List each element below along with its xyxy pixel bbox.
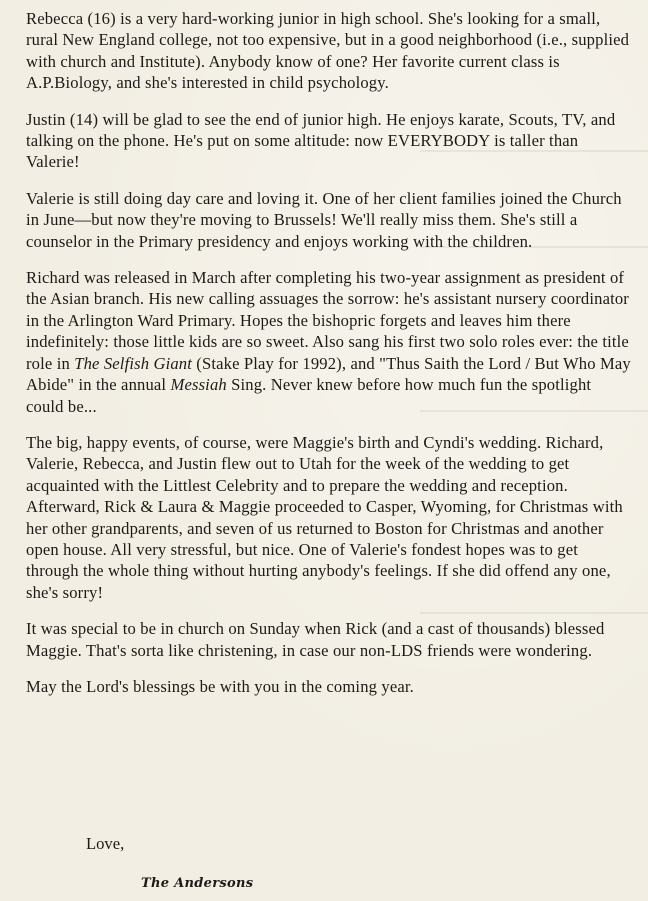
letter-body <box>26 8 632 712</box>
oratorio-title: Messiah <box>170 375 227 395</box>
paragraph-richard-text-a: Richard was released in March after completing his two-year assignment as president of the Asian branch. His new calling assuages the sorrow: he's assistant nursery coordinator in the Arlington Ward Primary. Hopes the bishopric forgets and leaves him there indefinitely: those little kids are so sweet. Also sang his first two solo roles ever: the title role in <box>26 268 629 373</box>
paragraph-richard-text-c: Sing. Never knew before how much fun the spotlight could be... <box>26 375 592 416</box>
closing-line: Love, <box>86 834 125 853</box>
paragraph-justin: Justin (14) will be glad to see the end of junior high. He enjoys karate, Scouts, TV, and talking on the phone. He's put on some altitude: now EVERYBODY is taller than Valerie! <box>26 109 616 172</box>
paragraph-richard <box>26 267 632 417</box>
paragraph-richard-text-b: (Stake Play for 1992), and "Thus Saith the Lord / But Who May Abide" in the annual <box>26 353 631 395</box>
paragraph-valerie: Valerie is still doing day care and loving it. One of her client families joined the Church in June—but now they're moving to Brussels! We'll really miss them. She's still a counselor in the Primary presidency and enjoys working with the children. <box>26 188 622 251</box>
paragraph-rebecca: Rebecca (16) is a very hard-working junior in high school. She's looking for a small, rural New England college, not too expensive, but in a good neighborhood (i.e., supplied with church and Institute). Anybody know of one? Her favorite current class is A.P.Biology, and she's interested in child psychology. <box>26 9 630 93</box>
paragraph-greeting: May the Lord's blessings be with you in the coming year. <box>26 676 414 696</box>
signature: The Andersons <box>141 876 254 891</box>
paragraph-blessing: It was special to be in church on Sunday when Rick (and a cast of thousands) blessed Maggie. That's sorta like christening, in case our non-LDS friends were wondering. <box>26 619 605 660</box>
paragraph-big-events: The big, happy events, of course, were Maggie's birth and Cyndi's wedding. Richard, Valerie, Rebecca, and Justin flew out to Utah for the week of the wedding to get acquainted with the Littlest Celebrity and to prepare the wedding and reception. Afterward, Rick & Laura & Maggie proceeded to Casper, Wyoming, for Christmas with her other grandparents, and seven of us returned to Boston for Christmas and another open house. All very stressful, but nice. One of Valerie's fondest hopes was to get through the whole thing without hurting anybody's feelings. If she did offend any one, she's sorry! <box>26 432 623 602</box>
play-title: The Selfish Giant <box>74 353 192 373</box>
